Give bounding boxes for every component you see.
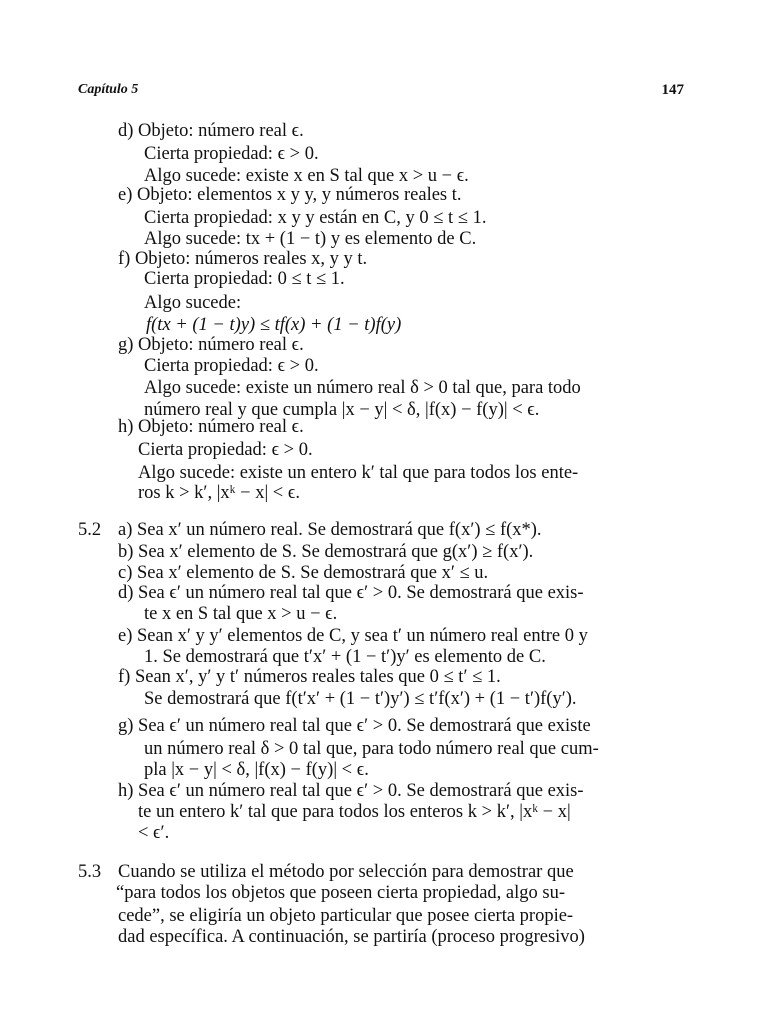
text-line: Algo sucede: xyxy=(144,293,242,313)
text-line: e) Sean x′ y y′ elementos de C, y sea t′ un número real entre 0 y xyxy=(118,626,588,646)
text-line: 1. Se demostrará que t′x′ + (1 − t′)y′ es elemento de C. xyxy=(144,647,546,667)
text-line: pla |x − y| < δ, |f(x) − f(y)| < ϵ. xyxy=(144,760,369,780)
text-line: f) Objeto: números reales x, y y t. xyxy=(118,249,368,269)
text-line: Algo sucede: existe un número real δ > 0 tal que, para todo xyxy=(144,378,581,398)
text-line: dad específica. A continuación, se partiría (proceso progresivo) xyxy=(118,927,585,947)
text-line: d) Sea ϵ′ un número real tal que ϵ′ > 0. Se demostrará que exis- xyxy=(118,583,584,603)
text-line: c) Sea x′ elemento de S. Se demostrará que x′ ≤ u. xyxy=(118,563,489,583)
text-line: Se demostrará que f(t′x′ + (1 − t′)y′) ≤ t′f(x′) + (1 − t′)f(y′). xyxy=(144,689,577,709)
text-line: g) Sea ϵ′ un número real tal que ϵ′ > 0. Se demostrará que existe xyxy=(118,716,591,736)
text-line: Cuando se utiliza el método por selección para demostrar que xyxy=(118,862,574,882)
text-line: Cierta propiedad: 0 ≤ t ≤ 1. xyxy=(144,269,345,289)
text-line: Cierta propiedad: ϵ > 0. xyxy=(144,144,319,164)
chapter-title: Capítulo 5 xyxy=(78,82,139,97)
text-line: te un entero k′ tal que para todos los enteros k > k′, |xᵏ − x| xyxy=(138,802,571,822)
text-line: a) Sea x′ un número real. Se demostrará que f(x′) ≤ f(x*). xyxy=(118,520,542,540)
text-line: número real y que cumpla |x − y| < δ, |f(x) − f(y)| < ϵ. xyxy=(144,400,540,420)
page-header xyxy=(78,82,684,104)
text-line: Cierta propiedad: x y y están en C, y 0 ≤ t ≤ 1. xyxy=(144,208,487,228)
formula-line: f(tx + (1 − t)y) ≤ tf(x) + (1 − t)f(y) xyxy=(146,315,402,335)
text-line: e) Objeto: elementos x y y, y números reales t. xyxy=(118,185,462,205)
text-line: Algo sucede: existe un entero k′ tal que para todos los ente- xyxy=(138,463,579,483)
page-number: 147 xyxy=(661,82,684,98)
text-line: g) Objeto: número real ϵ. xyxy=(118,335,304,355)
text-line: ros k > k′, |xᵏ − x| < ϵ. xyxy=(138,483,300,503)
text-line: te x en S tal que x > u − ϵ. xyxy=(144,604,338,624)
text-line: b) Sea x′ elemento de S. Se demostrará que g(x′) ≥ f(x′). xyxy=(118,542,534,562)
problem-number: 5.2 xyxy=(78,520,102,540)
text-line: f) Sean x′, y′ y t′ números reales tales que 0 ≤ t′ ≤ 1. xyxy=(118,667,501,687)
text-line: un número real δ > 0 tal que, para todo número real que cum- xyxy=(144,739,599,759)
text-line: Algo sucede: existe x en S tal que x > u − ϵ. xyxy=(144,166,469,186)
text-line: “para todos los objetos que poseen cierta propiedad, algo su- xyxy=(116,883,566,903)
text-line: Cierta propiedad: ϵ > 0. xyxy=(138,440,313,460)
text-line: cede”, se eligiría un objeto particular que posee cierta propie- xyxy=(118,906,574,926)
text-line: h) Objeto: número real ϵ. xyxy=(118,417,304,437)
text-line: Algo sucede: tx + (1 − t) y es elemento de C. xyxy=(144,229,477,249)
text-line: h) Sea ϵ′ un número real tal que ϵ′ > 0. Se demostrará que exis- xyxy=(118,781,584,801)
text-line: < ϵ′. xyxy=(138,823,170,843)
problem-number: 5.3 xyxy=(78,862,102,882)
text-line: d) Objeto: número real ϵ. xyxy=(118,121,304,141)
text-line: Cierta propiedad: ϵ > 0. xyxy=(144,356,319,376)
